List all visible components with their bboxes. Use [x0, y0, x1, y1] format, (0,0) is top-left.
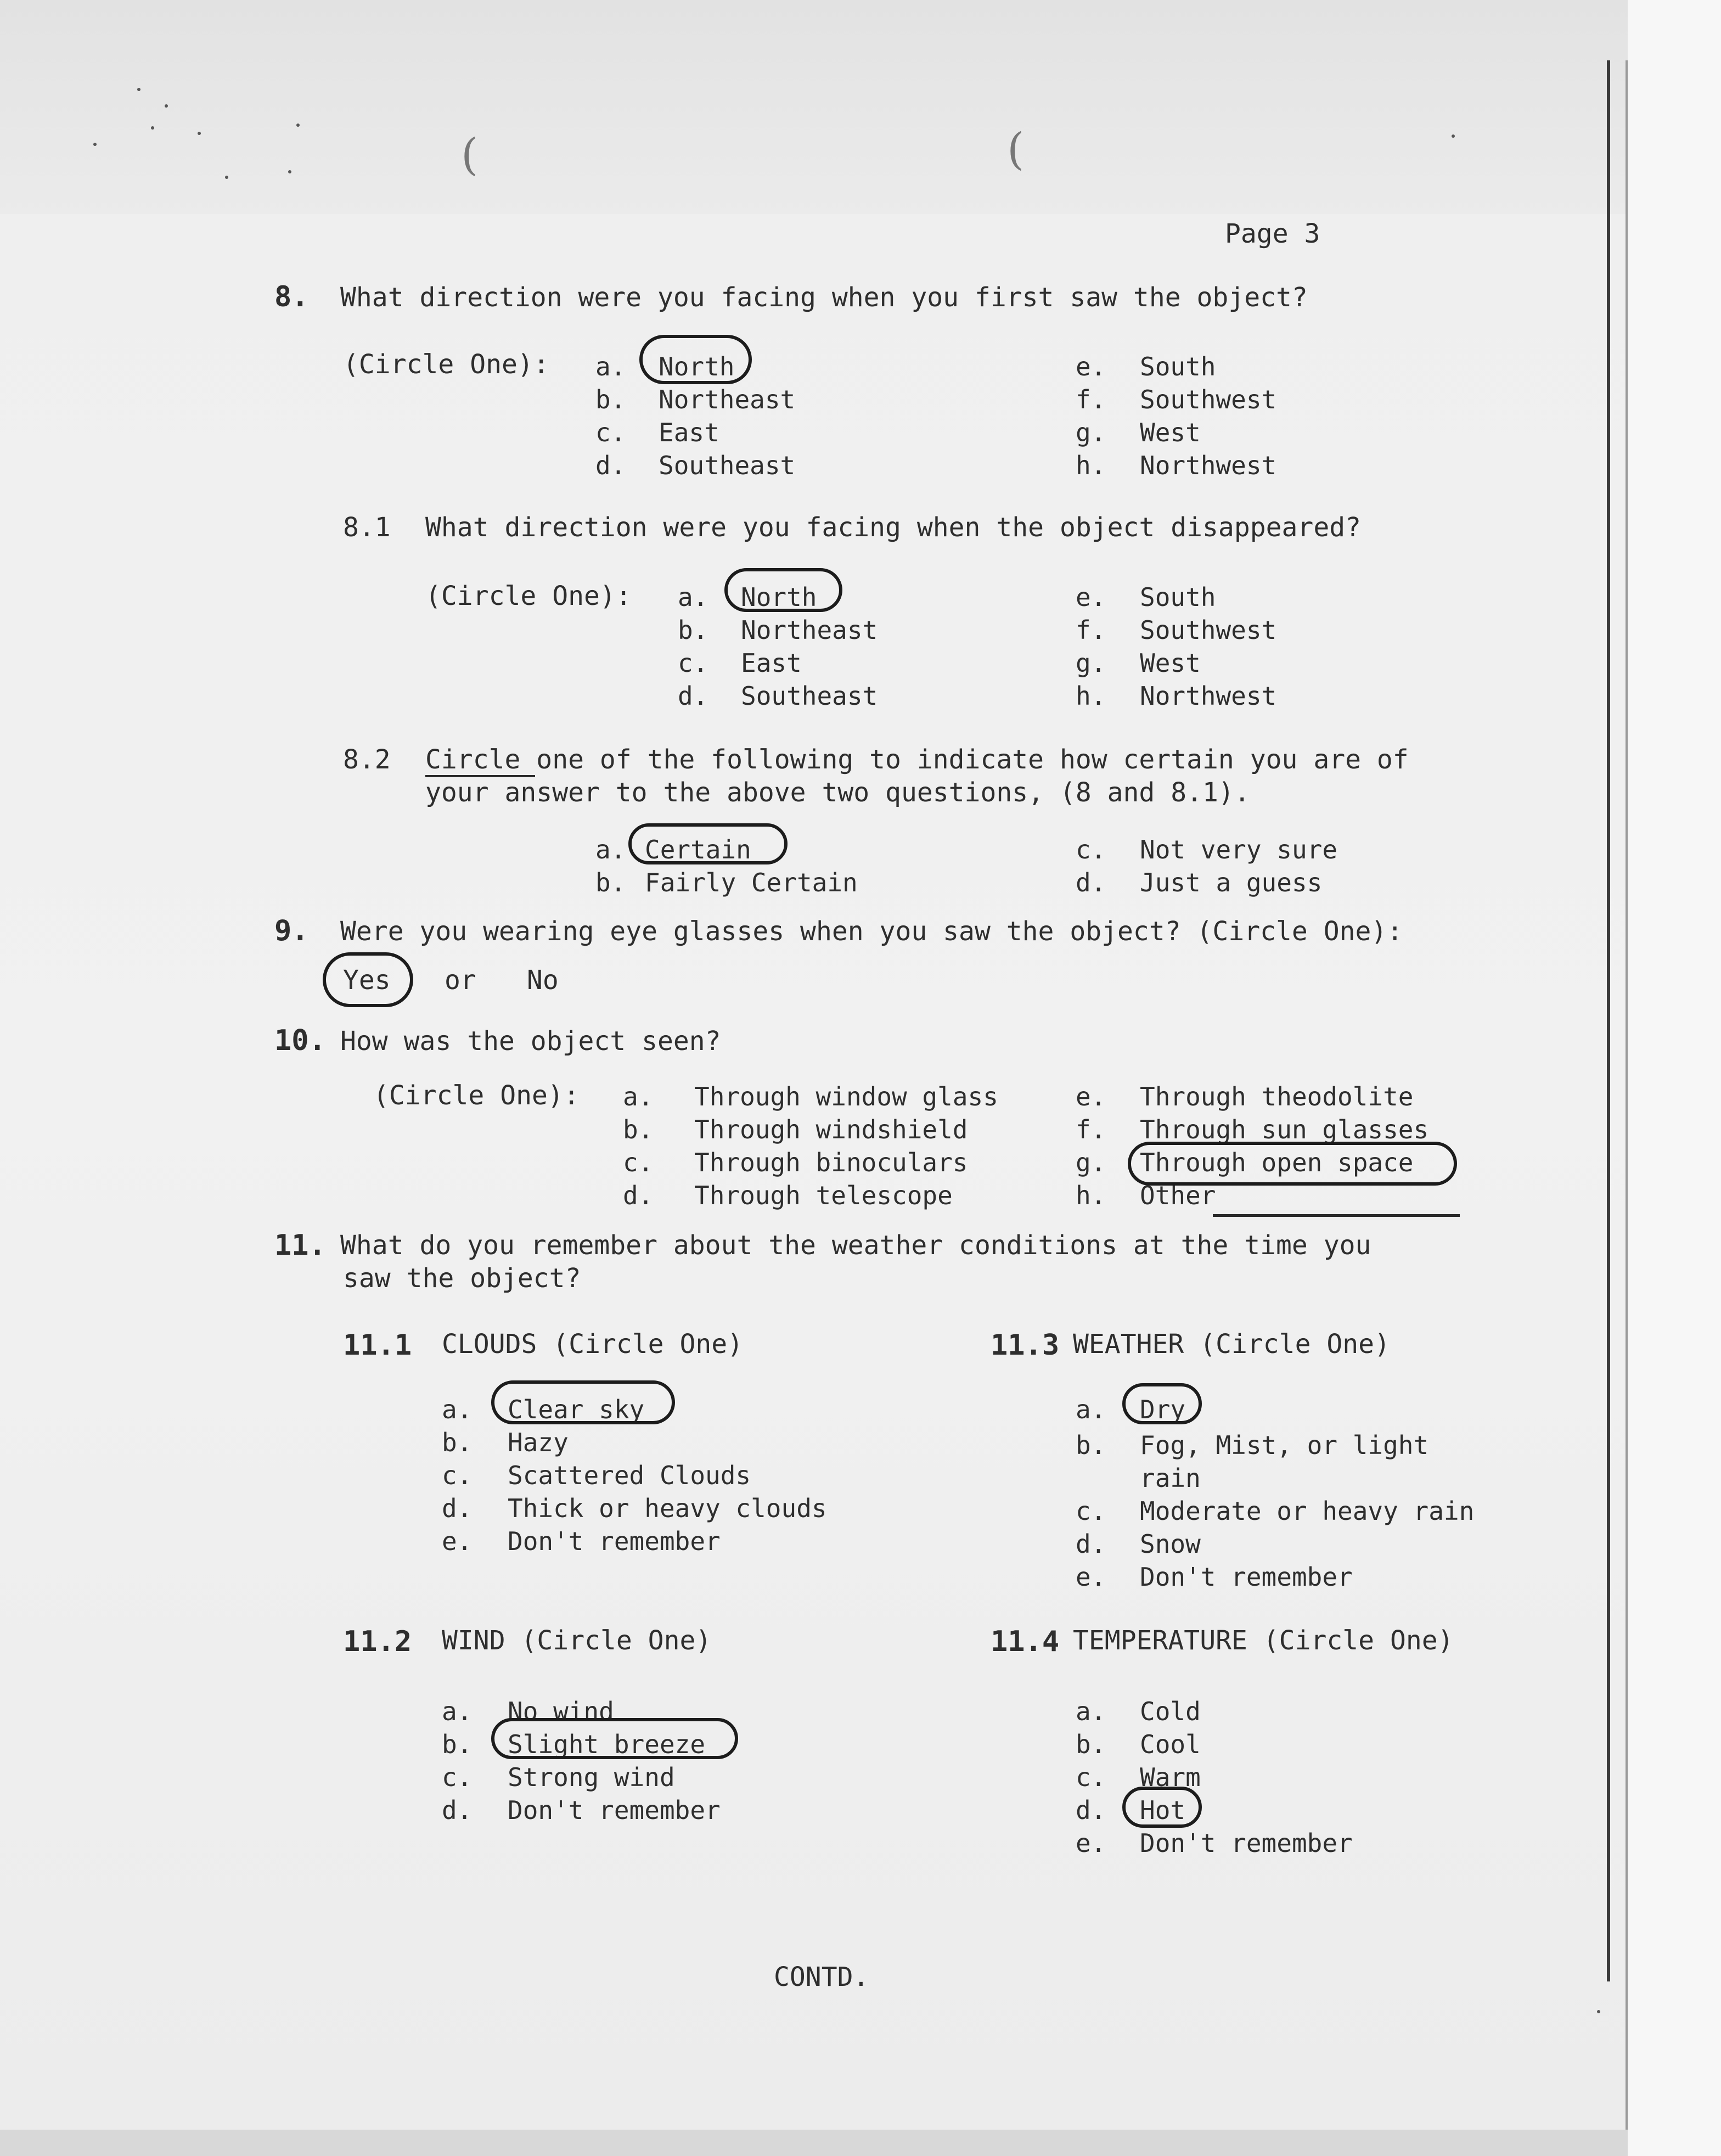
page-right-margin — [1628, 0, 1721, 2156]
page-edge-line-outer — [1626, 60, 1628, 2146]
q10-option-sun-glasses: Through sun glasses — [1140, 1115, 1429, 1144]
q11-2-number: 11.2 — [343, 1625, 412, 1658]
q8-1-option-southeast: Southeast — [741, 681, 878, 711]
q8-option-label: d. — [595, 451, 626, 480]
q8-1-option-label: a. — [678, 582, 708, 612]
q8-1-number: 8.1 — [343, 512, 391, 543]
scan-speck — [225, 176, 228, 179]
q10-option-label: h. — [1076, 1181, 1106, 1210]
q11-4-option-label: b. — [1076, 1730, 1106, 1759]
scan-mark: ( — [1007, 123, 1025, 175]
q10-other-blank-line — [1213, 1214, 1460, 1217]
q8-2-number: 8.2 — [343, 744, 391, 775]
q8-instruction: (Circle One): — [343, 349, 549, 380]
q8-number: 8. — [274, 280, 309, 313]
q11-3-title: WEATHER (Circle One) — [1073, 1329, 1390, 1360]
scan-speck — [1452, 134, 1455, 138]
q8-1-option-label: c. — [678, 648, 708, 678]
q8-1-option-east: East — [741, 648, 802, 678]
q8-option-label: a. — [595, 352, 626, 381]
q11-2-option-label: c. — [442, 1762, 473, 1792]
scan-speck — [288, 170, 291, 173]
q11-4-option-cool: Cool — [1140, 1730, 1201, 1759]
q9-answer-yes: Yes — [343, 965, 391, 996]
q11-3-option-fog-mist-cont: rain — [1140, 1463, 1201, 1493]
q8-option-southeast: Southeast — [659, 451, 796, 480]
q8-answer-circle — [639, 335, 752, 384]
q11-2-option-slight-breeze: Slight breeze — [508, 1730, 706, 1759]
q11-2-answer-circle — [491, 1718, 738, 1759]
q11-4-option-label: a. — [1076, 1697, 1106, 1726]
q11-4-answer-circle — [1122, 1787, 1202, 1828]
q10-option-label: c. — [623, 1148, 654, 1177]
scan-speck — [198, 132, 201, 135]
q8-option-label: b. — [595, 385, 626, 414]
q9-or: or — [445, 965, 476, 996]
q10-option-label: f. — [1076, 1115, 1106, 1144]
q8-option-northwest: Northwest — [1140, 451, 1277, 480]
q11-1-option-dont-remember: Don't remember — [508, 1526, 721, 1556]
q11-1-title: CLOUDS (Circle One) — [442, 1329, 744, 1360]
q8-2-option-certain: Certain — [645, 835, 751, 864]
q8-option-label: h. — [1076, 451, 1106, 480]
q10-option-label: e. — [1076, 1082, 1106, 1111]
q8-option-southwest: Southwest — [1140, 385, 1277, 414]
q8-2-text-line2: your answer to the above two questions, (8 and 8.1). — [425, 777, 1250, 808]
q11-1-number: 11.1 — [343, 1329, 412, 1362]
q8-2-option-fairly-certain: Fairly Certain — [645, 868, 858, 897]
q11-3-option-fog-mist: Fog, Mist, or light — [1140, 1430, 1429, 1460]
q11-3-option-label: b. — [1076, 1430, 1106, 1460]
q8-option-label: c. — [595, 418, 626, 447]
q11-2-option-no-wind: No wind — [508, 1697, 614, 1726]
q11-1-option-label: a. — [442, 1395, 473, 1424]
q10-answer-circle — [1128, 1142, 1457, 1186]
q8-2-text-line1: Circle one of the following to indicate how certain you are of — [425, 744, 1409, 775]
scan-speck — [1597, 2010, 1600, 2013]
q8-1-option-label: f. — [1076, 615, 1106, 645]
q8-1-question: What direction were you facing when the object disappeared? — [425, 512, 1362, 543]
q10-option-windshield: Through windshield — [694, 1115, 968, 1144]
q8-option-label: g. — [1076, 418, 1106, 447]
q11-3-option-heavy-rain: Moderate or heavy rain — [1140, 1496, 1475, 1526]
q10-option-binoculars: Through binoculars — [694, 1148, 968, 1177]
q8-2-option-label: c. — [1076, 835, 1106, 864]
q9-answer-no: No — [527, 965, 559, 996]
q11-2-option-strong-wind: Strong wind — [508, 1762, 675, 1792]
q8-option-label: e. — [1076, 352, 1106, 381]
q8-1-option-label: b. — [678, 615, 708, 645]
q8-option-south: South — [1140, 352, 1216, 381]
q9-number: 9. — [274, 914, 309, 947]
q11-4-option-dont-remember: Don't remember — [1140, 1828, 1353, 1858]
q11-1-option-hazy: Hazy — [508, 1428, 569, 1457]
q8-2-option-not-very-sure: Not very sure — [1140, 835, 1338, 864]
q8-1-option-label: h. — [1076, 681, 1106, 711]
q8-2-option-label: d. — [1076, 868, 1106, 897]
q8-question: What direction were you facing when you first saw the object? — [340, 282, 1308, 313]
q10-option-label: b. — [623, 1115, 654, 1144]
q8-1-option-label: g. — [1076, 648, 1106, 678]
q11-2-option-label: a. — [442, 1697, 473, 1726]
q11-3-option-label: e. — [1076, 1562, 1106, 1592]
page-edge-line — [1607, 60, 1610, 1981]
q10-option-open-space: Through open space — [1140, 1148, 1414, 1177]
q11-4-title: TEMPERATURE (Circle One) — [1073, 1625, 1454, 1656]
q8-1-option-west: West — [1140, 648, 1201, 678]
q11-1-option-label: b. — [442, 1428, 473, 1457]
q10-option-telescope: Through telescope — [694, 1181, 953, 1210]
q11-1-option-heavy-clouds: Thick or heavy clouds — [508, 1494, 827, 1523]
q8-1-answer-circle — [724, 568, 842, 612]
q11-3-option-dont-remember: Don't remember — [1140, 1562, 1353, 1592]
q11-2-option-dont-remember: Don't remember — [508, 1795, 721, 1825]
q11-text-line2: saw the object? — [343, 1263, 581, 1294]
q8-option-label: f. — [1076, 385, 1106, 414]
q10-number: 10. — [274, 1024, 326, 1057]
q11-4-option-label: c. — [1076, 1762, 1106, 1792]
q8-option-east: East — [659, 418, 719, 447]
q11-2-option-label: b. — [442, 1730, 473, 1759]
q11-3-option-label: d. — [1076, 1529, 1106, 1559]
q8-option-west: West — [1140, 418, 1201, 447]
q11-3-number: 11.3 — [991, 1329, 1060, 1362]
q10-instruction: (Circle One): — [373, 1080, 580, 1111]
q11-number: 11. — [274, 1229, 326, 1262]
q8-2-option-just-a-guess: Just a guess — [1140, 868, 1323, 897]
q8-1-option-northeast: Northeast — [741, 615, 878, 645]
scan-speck — [296, 123, 300, 127]
q8-1-option-southwest: Southwest — [1140, 615, 1277, 645]
q9-question: Were you wearing eye glasses when you saw the object? (Circle One): — [340, 916, 1403, 947]
q11-4-option-warm: Warm — [1140, 1762, 1201, 1792]
continued-label: CONTD. — [774, 1962, 869, 1992]
scan-speck — [93, 143, 97, 146]
scan-speck — [151, 126, 154, 130]
q8-1-option-label: e. — [1076, 582, 1106, 612]
scan-speck — [137, 88, 140, 91]
q8-option-northeast: Northeast — [659, 385, 796, 414]
q11-1-option-label: c. — [442, 1461, 473, 1490]
q11-1-option-label: e. — [442, 1526, 473, 1556]
q10-option-other: Other — [1140, 1181, 1216, 1210]
scan-speck — [165, 104, 168, 108]
q11-2-title: WIND (Circle One) — [442, 1625, 712, 1656]
q10-option-label: g. — [1076, 1148, 1106, 1177]
q11-4-option-label: e. — [1076, 1828, 1106, 1858]
q11-3-answer-circle — [1122, 1383, 1202, 1424]
q8-1-option-northwest: Northwest — [1140, 681, 1277, 711]
q8-1-option-south: South — [1140, 582, 1216, 612]
q11-1-option-scattered-clouds: Scattered Clouds — [508, 1461, 751, 1490]
q8-1-instruction: (Circle One): — [425, 581, 632, 611]
q11-4-option-label: d. — [1076, 1795, 1106, 1825]
q11-1-answer-circle — [491, 1380, 675, 1424]
page-top-shadow — [0, 0, 1721, 214]
q8-2-answer-circle — [628, 823, 788, 864]
q11-text-line1: What do you remember about the weather conditions at the time you — [340, 1230, 1371, 1261]
q8-option-north: North — [659, 352, 735, 381]
page-bottom-edge — [0, 2130, 1628, 2156]
q8-2-option-label: b. — [595, 868, 626, 897]
q11-3-option-label: a. — [1076, 1395, 1106, 1424]
q8-1-option-label: d. — [678, 681, 708, 711]
q8-2-option-label: a. — [595, 835, 626, 864]
scan-mark: ( — [461, 129, 479, 180]
q11-4-option-hot: Hot — [1140, 1795, 1186, 1825]
q8-1-option-north: North — [741, 582, 817, 612]
q10-option-label: d. — [623, 1181, 654, 1210]
q10-option-theodolite: Through theodolite — [1140, 1082, 1414, 1111]
q10-question: How was the object seen? — [340, 1026, 721, 1057]
q11-2-option-label: d. — [442, 1795, 473, 1825]
q11-4-number: 11.4 — [991, 1625, 1060, 1658]
q11-1-option-clear-sky: Clear sky — [508, 1395, 645, 1424]
q11-3-option-dry: Dry — [1140, 1395, 1186, 1424]
q9-answer-circle — [323, 952, 413, 1007]
page-number: Page 3 — [1225, 218, 1320, 249]
q8-2-underline — [425, 775, 535, 777]
q11-3-option-label: c. — [1076, 1496, 1106, 1526]
q10-option-window-glass: Through window glass — [694, 1082, 998, 1111]
q11-4-option-cold: Cold — [1140, 1697, 1201, 1726]
q11-3-option-snow: Snow — [1140, 1529, 1201, 1559]
q11-1-option-label: d. — [442, 1494, 473, 1523]
q10-option-label: a. — [623, 1082, 654, 1111]
